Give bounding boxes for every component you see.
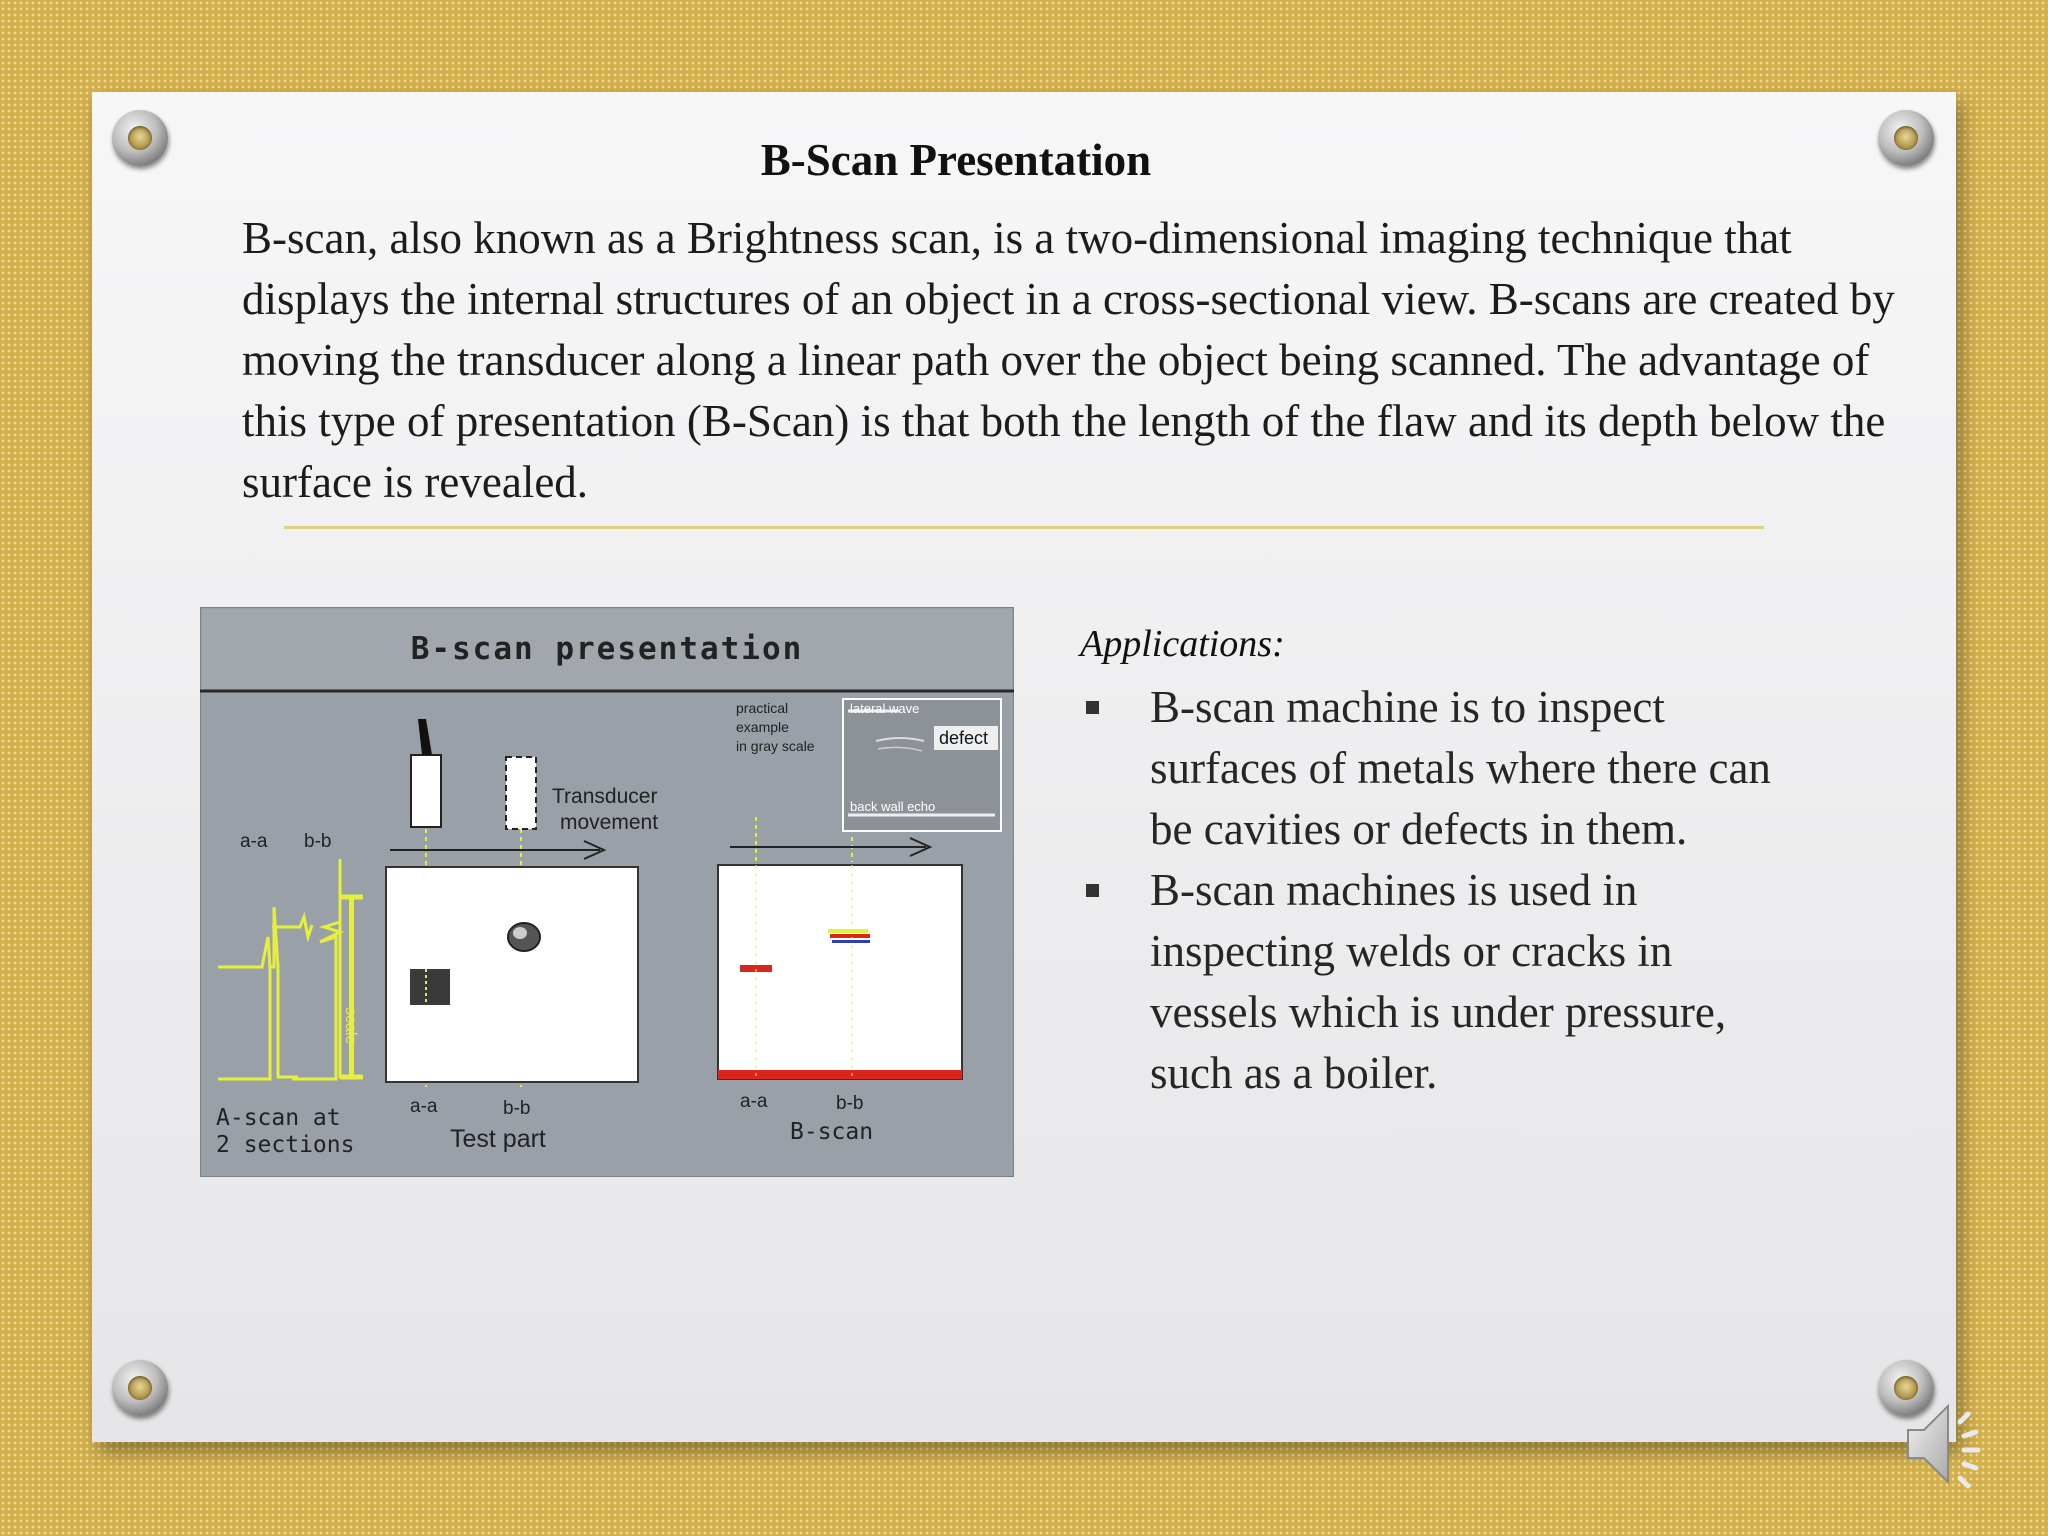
slide-card: [92, 92, 1956, 1442]
scale-bar: [349, 897, 354, 1077]
list-item: B-scan machine is to inspect surfaces of metals where there can be cavities or defects in them.: [1082, 677, 1802, 860]
bscan-backwall: [718, 1070, 962, 1079]
screw-icon: [112, 1360, 168, 1416]
applications-list: [1082, 677, 1802, 1104]
flaw-square: [410, 969, 450, 1005]
lateral-wave-label: lateral wave: [850, 701, 920, 716]
bscan-echo-b: [830, 934, 870, 938]
transducer-label-line2: movement: [560, 811, 659, 834]
test-part-caption: Test part: [450, 1125, 546, 1153]
slide-title: B-Scan Presentation: [760, 135, 1152, 185]
bscan-label-a: a-a: [740, 1091, 768, 1112]
practical-note-line1: practical: [736, 700, 789, 716]
bscan-caption: B-scan: [790, 1119, 874, 1145]
ascan-caption-line2: 2 sections: [216, 1132, 355, 1158]
section-label-b: b-b: [304, 831, 332, 852]
testpart-label-b: b-b: [503, 1098, 531, 1119]
bullet-icon: [1086, 701, 1099, 714]
bscan-label-b: b-b: [836, 1093, 864, 1114]
practical-note-line2: example: [736, 719, 789, 735]
ascan-caption-line1: A-scan at: [216, 1105, 341, 1131]
testpart-label-a: a-a: [410, 1096, 438, 1117]
practical-note-line3: in gray scale: [736, 738, 815, 754]
section-label-a: a-a: [240, 831, 268, 852]
applications-heading: Applications:: [1080, 623, 1285, 665]
diagram-title: B-scan presentation: [410, 631, 804, 667]
bullet-icon: [1086, 884, 1099, 897]
transducer-left: [411, 755, 441, 827]
back-wall-echo-label: back wall echo: [850, 799, 936, 814]
intro-paragraph: B-scan, also known as a Brightness scan, is a two-dimensional imaging technique that displays the internal structures of an object in a cross-sectional view. B-scans are created by moving the transducer along a linear path over the object being scanned. The advantage of this type of presentation (B-Scan) is that both the length of the flaw and its depth below the surface is revealed.: [242, 213, 1895, 507]
transducer-right: [506, 757, 536, 829]
list-item: B-scan machines is used in inspecting welds or cracks in vessels which is under pressure, such as a boiler.: [1082, 860, 1802, 1104]
defect-label: defect: [939, 728, 989, 748]
divider-line: [284, 526, 1764, 529]
bscan-diagram: [200, 607, 1014, 1177]
speaker-icon[interactable]: [1902, 1392, 1994, 1496]
transducer-label-line1: Transducer: [552, 785, 658, 808]
scale-label: scale: [342, 1007, 359, 1045]
